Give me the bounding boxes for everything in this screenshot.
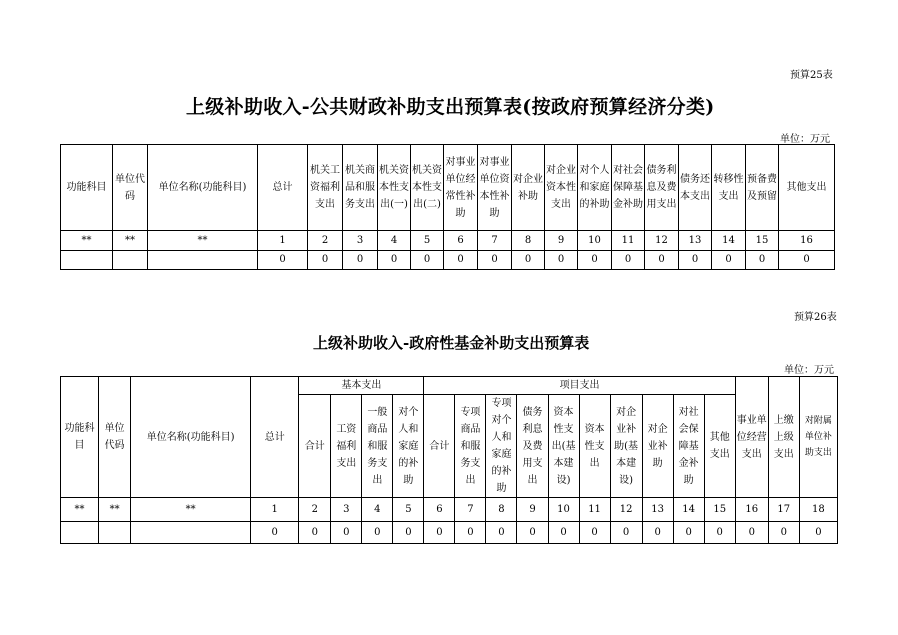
header-cell: 机关商品和服务支出 (343, 145, 378, 231)
group-header-basic: 基本支出 (299, 377, 424, 395)
data-cell: 0 (768, 522, 799, 544)
table1-title: 上级补助收入-公共财政补助支出预算表(按政府预算经济分类) (186, 96, 715, 118)
data-cell: 0 (610, 522, 642, 544)
group-header-project: 项目支出 (424, 377, 735, 395)
data-cell: 0 (642, 522, 673, 544)
index-cell: 17 (768, 498, 799, 522)
table1-public-finance-subsidy (60, 144, 835, 270)
header-cell: 对企业补助(基本建设) (610, 395, 642, 498)
header-cell: 工资福利支出 (331, 395, 362, 498)
header-cell: 机关资本性支出(一) (378, 145, 411, 231)
header-cell: 单位代码 (99, 377, 131, 498)
index-cell: 15 (746, 231, 779, 251)
index-cell: 8 (486, 498, 517, 522)
header-cell: 对社会保障基金补助 (612, 145, 645, 231)
index-cell: 6 (444, 231, 478, 251)
data-cell: 0 (548, 522, 579, 544)
header-cell: 其他支出 (704, 395, 735, 498)
form-number-26: 预算26表 (794, 312, 837, 323)
data-cell (61, 251, 113, 270)
data-cell: 0 (308, 251, 343, 270)
header-cell: 对事业单位资本性补助 (478, 145, 512, 231)
data-cell: 0 (645, 251, 679, 270)
data-cell: 0 (517, 522, 548, 544)
index-cell: 2 (299, 498, 331, 522)
index-cell: 15 (704, 498, 735, 522)
data-cell: 0 (362, 522, 393, 544)
data-cell: 0 (299, 522, 331, 544)
form-number-25: 预算25表 (790, 70, 833, 81)
header-cell: 转移性支出 (712, 145, 746, 231)
header-cell: 专项对个人和家庭的补助 (486, 395, 517, 498)
header-cell: 机关资本性支出(二) (411, 145, 444, 231)
index-cell: 7 (478, 231, 512, 251)
index-cell: 10 (548, 498, 579, 522)
header-cell: 总计 (251, 377, 299, 498)
index-cell: 9 (517, 498, 548, 522)
header-cell: 债务利息及费用支出 (645, 145, 679, 231)
data-cell: 0 (424, 522, 455, 544)
index-cell: 12 (645, 231, 679, 251)
data-cell: 0 (378, 251, 411, 270)
data-cell: 0 (258, 251, 308, 270)
data-cell (131, 522, 251, 544)
data-cell (148, 251, 258, 270)
header-cell: 债务利息及费用支出 (517, 395, 548, 498)
header-cell: 单位名称(功能科目) (148, 145, 258, 231)
table1-header-row (61, 145, 835, 231)
data-cell: 0 (331, 522, 362, 544)
index-cell: 13 (642, 498, 673, 522)
data-cell (113, 251, 148, 270)
header-cell: 对个人和家庭的补助 (578, 145, 612, 231)
data-cell: 0 (712, 251, 746, 270)
data-cell: 0 (612, 251, 645, 270)
index-cell: 11 (579, 498, 610, 522)
index-cell: ** (131, 498, 251, 522)
header-cell: 合计 (424, 395, 455, 498)
header-cell: 专项商品和服务支出 (455, 395, 486, 498)
data-cell: 0 (735, 522, 768, 544)
data-cell: 0 (486, 522, 517, 544)
index-cell: 2 (308, 231, 343, 251)
header-cell: 总计 (258, 145, 308, 231)
index-cell: 11 (612, 231, 645, 251)
table2-gov-fund-subsidy (60, 376, 838, 544)
index-cell: 14 (712, 231, 746, 251)
data-cell (61, 522, 99, 544)
header-cell: 预备费及预留 (746, 145, 779, 231)
header-cell: 单位名称(功能科目) (131, 377, 251, 498)
header-cell: 对企业资本性支出 (545, 145, 578, 231)
data-cell: 0 (455, 522, 486, 544)
data-cell: 0 (411, 251, 444, 270)
header-cell: 一般商品和服务支出 (362, 395, 393, 498)
header-cell: 对企业补助 (512, 145, 545, 231)
index-cell: ** (113, 231, 148, 251)
header-cell: 对社会保障基金补助 (673, 395, 704, 498)
index-cell: 1 (251, 498, 299, 522)
header-cell: 单位代码 (113, 145, 148, 231)
data-cell: 0 (512, 251, 545, 270)
index-cell: 16 (735, 498, 768, 522)
data-cell: 0 (704, 522, 735, 544)
index-cell: 5 (393, 498, 424, 522)
header-cell: 对企业补助 (642, 395, 673, 498)
index-cell: 12 (610, 498, 642, 522)
header-cell: 对个人和家庭的补助 (393, 395, 424, 498)
index-cell: 9 (545, 231, 578, 251)
header-cell: 对附属单位补助支出 (799, 377, 837, 498)
index-cell: 3 (331, 498, 362, 522)
index-cell: 18 (799, 498, 837, 522)
data-cell: 0 (579, 522, 610, 544)
table2-index-row (61, 498, 838, 522)
data-cell: 0 (545, 251, 578, 270)
data-cell: 0 (673, 522, 704, 544)
header-cell: 资本性支出 (579, 395, 610, 498)
data-cell: 0 (393, 522, 424, 544)
data-cell: 0 (799, 522, 837, 544)
data-cell: 0 (578, 251, 612, 270)
data-cell (99, 522, 131, 544)
index-cell: 14 (673, 498, 704, 522)
index-cell: 8 (512, 231, 545, 251)
index-cell: 16 (779, 231, 835, 251)
index-cell: 4 (378, 231, 411, 251)
header-cell: 事业单位经营支出 (735, 377, 768, 498)
header-cell: 资本性支出(基本建设) (548, 395, 579, 498)
data-cell: 0 (343, 251, 378, 270)
data-cell: 0 (746, 251, 779, 270)
header-cell: 机关工资福利支出 (308, 145, 343, 231)
index-cell: ** (99, 498, 131, 522)
index-cell: 7 (455, 498, 486, 522)
index-cell: ** (61, 498, 99, 522)
table2-data-row (61, 522, 838, 544)
data-cell: 0 (251, 522, 299, 544)
header-cell: 上缴上级支出 (768, 377, 799, 498)
data-cell: 0 (779, 251, 835, 270)
index-cell: ** (61, 231, 113, 251)
index-cell: 13 (679, 231, 712, 251)
index-cell: 4 (362, 498, 393, 522)
index-cell: 10 (578, 231, 612, 251)
index-cell: 1 (258, 231, 308, 251)
index-cell: 5 (411, 231, 444, 251)
header-cell: 功能科目 (61, 145, 113, 231)
table1-data-row (61, 251, 835, 270)
data-cell: 0 (444, 251, 478, 270)
table2-unit-label: 单位：万元 (784, 365, 834, 376)
header-cell: 其他支出 (779, 145, 835, 231)
header-cell: 对事业单位经常性补助 (444, 145, 478, 231)
header-cell: 债务还本支出 (679, 145, 712, 231)
table1-index-row (61, 231, 835, 251)
data-cell: 0 (478, 251, 512, 270)
index-cell: 3 (343, 231, 378, 251)
table2-group-header-row (61, 377, 838, 395)
table1-unit-label: 单位：万元 (780, 134, 830, 145)
table2-title: 上级补助收入-政府性基金补助支出预算表 (313, 334, 590, 352)
data-cell: 0 (679, 251, 712, 270)
header-cell: 功能科目 (61, 377, 99, 498)
header-cell: 合计 (299, 395, 331, 498)
index-cell: 6 (424, 498, 455, 522)
index-cell: ** (148, 231, 258, 251)
